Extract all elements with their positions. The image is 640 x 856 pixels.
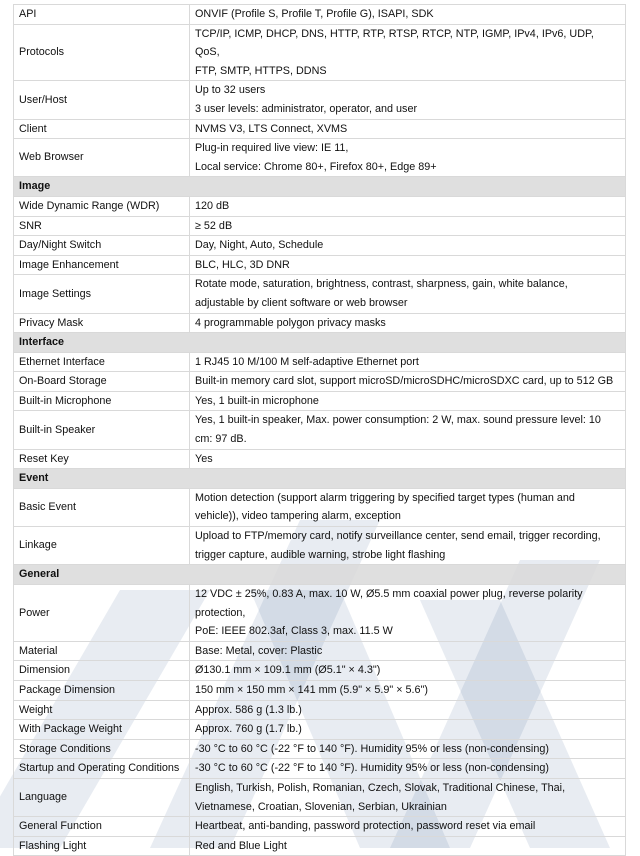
spec-value-line: Up to 32 users [195,84,266,97]
spec-value-line: Local service: Chrome 80+, Firefox 80+, Edge 89+ [195,160,437,173]
spec-value-line: 120 dB [195,199,230,212]
spec-row [14,720,626,740]
spec-label: General Function [14,817,190,837]
spec-label: Client [14,119,190,139]
spec-row [14,836,626,856]
spec-label: Storage Conditions [14,739,190,759]
spec-value [190,411,626,449]
spec-value-line: Red and Blue Light [195,839,287,852]
spec-value [190,778,626,816]
spec-label: Weight [14,700,190,720]
spec-value-line: cm: 97 dB. [195,433,247,446]
spec-value-line: 4 programmable polygon privacy masks [195,316,386,329]
section-title: Image [14,177,626,197]
spec-row [14,584,626,641]
spec-label: With Package Weight [14,720,190,740]
spec-value-line: TCP/IP, ICMP, DHCP, DNS, HTTP, RTP, RTSP, RTCP, NTP, IGMP, IPv4, IPv6, UDP, QoS, [195,27,594,59]
spec-value [190,641,626,661]
spec-row [14,681,626,701]
section-header-row [14,177,626,197]
spec-value [190,720,626,740]
spec-value-line: Yes, 1 built-in microphone [195,394,319,407]
section-title: Interface [14,333,626,353]
spec-row [14,817,626,837]
spec-value-line: NVMS V3, LTS Connect, XVMS [195,122,348,135]
spec-label: Basic Event [14,488,190,526]
spec-label: Linkage [14,527,190,565]
spec-value-line: Base: Metal, cover: Plastic [195,644,323,657]
spec-row [14,24,626,81]
spec-row [14,641,626,661]
spec-row [14,739,626,759]
spec-row [14,81,626,119]
spec-value [190,661,626,681]
section-header-row [14,565,626,585]
spec-row [14,313,626,333]
spec-row [14,411,626,449]
spec-value [190,255,626,275]
spec-value [190,5,626,25]
spec-label: Power [14,584,190,641]
spec-label: Privacy Mask [14,313,190,333]
spec-row [14,661,626,681]
spec-value [190,449,626,469]
spec-label: Reset Key [14,449,190,469]
spec-row [14,488,626,526]
spec-label: Package Dimension [14,681,190,701]
spec-value-line: Vietnamese, Croatian, Slovenian, Serbian, Ukrainian [195,800,447,813]
spec-value [190,216,626,236]
spec-label: Protocols [14,24,190,81]
spec-value-line: PoE: IEEE 802.3af, Class 3, max. 11.5 W [195,625,393,638]
spec-row [14,139,626,177]
section-title: General [14,565,626,585]
spec-label: Ethernet Interface [14,352,190,372]
spec-label: Material [14,641,190,661]
section-title: Event [14,469,626,489]
spec-value [190,24,626,81]
spec-value [190,372,626,392]
spec-value [190,527,626,565]
spec-row [14,119,626,139]
spec-value-line: 150 mm × 150 mm × 141 mm (5.9" × 5.9" × 5.6") [195,684,428,696]
spec-label: Built-in Speaker [14,411,190,449]
spec-value-line: Plug-in required live view: IE 11, [195,142,349,155]
spec-value-line: Heartbeat, anti-banding, password protection, password reset via email [195,820,536,833]
spec-value [190,681,626,701]
spec-label: Day/Night Switch [14,236,190,256]
spec-row [14,391,626,411]
spec-value [190,196,626,216]
spec-row [14,352,626,372]
spec-row [14,759,626,779]
spec-value [190,139,626,177]
spec-value [190,700,626,720]
spec-label: Web Browser [14,139,190,177]
spec-row [14,275,626,313]
spec-row [14,216,626,236]
spec-value-line: 1 RJ45 10 M/100 M self-adaptive Ethernet port [195,355,419,368]
spec-value [190,836,626,856]
spec-label: Image Enhancement [14,255,190,275]
spec-value-line: -30 °C to 60 °C (-22 °F to 140 °F). Humidity 95% or less (non-condensing) [195,742,549,755]
spec-value-line: Approx. 760 g (1.7 lb.) [195,723,302,736]
spec-row [14,527,626,565]
spec-value [190,81,626,119]
section-header-row [14,333,626,353]
spec-label: Flashing Light [14,836,190,856]
spec-row [14,372,626,392]
spec-value-line: ≥ 52 dB [195,219,233,232]
spec-value [190,119,626,139]
spec-label: API [14,5,190,25]
spec-value [190,739,626,759]
spec-value [190,817,626,837]
spec-value [190,488,626,526]
spec-value-line: 3 user levels: administrator, operator, and user [195,102,418,115]
spec-value-line: trigger capture, audible warning, strobe light flashing [195,548,446,561]
spec-row [14,449,626,469]
spec-value-line: -30 °C to 60 °C (-22 °F to 140 °F). Humidity 95% or less (non-condensing) [195,762,549,775]
spec-value [190,584,626,641]
spec-value [190,236,626,256]
spec-row [14,196,626,216]
spec-value-line: FTP, SMTP, HTTPS, DDNS [195,64,327,77]
spec-value-line: Motion detection (support alarm triggering by specified target types (human and [195,491,575,504]
spec-value-line: Yes [195,452,213,465]
spec-value [190,352,626,372]
spec-label: Built-in Microphone [14,391,190,411]
spec-table-body [14,5,626,856]
spec-value-line: BLC, HLC, 3D DNR [195,258,290,271]
spec-value-line: Rotate mode, saturation, brightness, contrast, sharpness, gain, white balance, [195,278,568,291]
section-header-row [14,469,626,489]
spec-label: Wide Dynamic Range (WDR) [14,196,190,216]
spec-value [190,275,626,313]
spec-value-line: Yes, 1 built-in speaker, Max. power consumption: 2 W, max. sound pressure level: 10 [195,414,601,427]
spec-row [14,778,626,816]
spec-label: Image Settings [14,275,190,313]
spec-value [190,391,626,411]
spec-table [13,4,626,856]
spec-row [14,5,626,25]
spec-row [14,236,626,256]
spec-value-line: Day, Night, Auto, Schedule [195,239,324,252]
spec-row [14,255,626,275]
spec-label: SNR [14,216,190,236]
spec-value [190,759,626,779]
spec-row [14,700,626,720]
spec-value-line: Ø130.1 mm × 109.1 mm (Ø5.1" × 4.3") [195,664,381,677]
spec-value-line: adjustable by client software or web browser [195,296,408,309]
spec-value-line: protection, [195,606,246,619]
spec-label: Dimension [14,661,190,681]
spec-value [190,313,626,333]
spec-label: Language [14,778,190,816]
spec-value-line: Built-in memory card slot, support microSD/microSDHC/microSDXC card, up to 512 GB [195,375,614,388]
spec-label: Startup and Operating Conditions [14,759,190,779]
spec-value-line: vehicle)), video tampering alarm, exception [195,510,401,523]
spec-value-line: Upload to FTP/memory card, notify surveillance center, send email, trigger recording, [195,530,601,543]
spec-label: User/Host [14,81,190,119]
spec-label: On-Board Storage [14,372,190,392]
spec-value-line: ONVIF (Profile S, Profile T, Profile G), ISAPI, SDK [195,8,434,20]
spec-value-line: English, Turkish, Polish, Romanian, Czech, Slovak, Traditional Chinese, Thai, [195,781,566,794]
spec-value-line: 12 VDC ± 25%, 0.83 A, max. 10 W, Ø5.5 mm coaxial power plug, reverse polarity [195,587,583,600]
spec-value-line: Approx. 586 g (1.3 lb.) [195,703,302,716]
